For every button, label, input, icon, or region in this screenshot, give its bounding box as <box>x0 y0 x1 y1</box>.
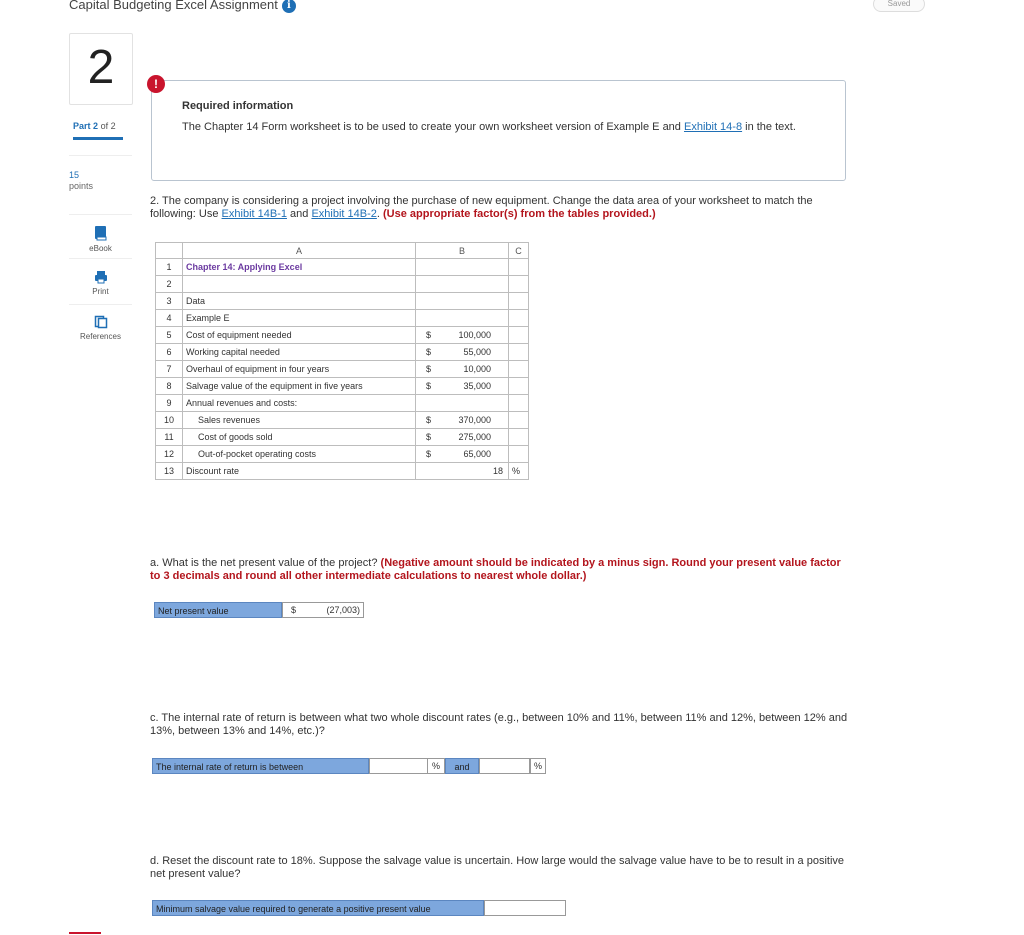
cell-b <box>416 446 509 463</box>
ebook-button[interactable] <box>69 225 132 253</box>
part-total: of 2 <box>100 121 116 131</box>
row-number: 1 <box>156 259 183 276</box>
points-value: 15 <box>69 170 80 180</box>
table-row <box>156 327 529 344</box>
table-row <box>156 344 529 361</box>
required-information-title: Required information <box>182 100 294 112</box>
sidebar-divider <box>69 214 132 215</box>
row-number: 10 <box>156 412 183 429</box>
cell-currency: $ <box>426 432 432 442</box>
row-number: 12 <box>156 446 183 463</box>
cell-b <box>416 344 509 361</box>
required-text-before: The Chapter 14 Form worksheet is to be used to create your own worksheet version of Example E and <box>182 121 684 133</box>
cell-currency: $ <box>426 364 432 374</box>
npv-value: (27,003) <box>326 605 360 615</box>
cell-b <box>416 293 509 310</box>
cell-b <box>416 412 509 429</box>
row-number: 11 <box>156 429 183 446</box>
cell-c: % <box>509 463 529 480</box>
cell-value: 275,000 <box>458 432 491 442</box>
cell-currency: $ <box>426 449 432 459</box>
points-indicator <box>69 170 93 192</box>
cell-b <box>416 310 509 327</box>
cell-value: 370,000 <box>458 415 491 425</box>
exhibit-14b-2-link[interactable]: Exhibit 14B-2 <box>311 208 377 220</box>
cell-a: Salvage value of the equipment in five years <box>183 378 416 395</box>
cell-a <box>183 446 416 463</box>
table-row <box>156 395 529 412</box>
print-label: Print <box>92 287 109 296</box>
npv-input[interactable] <box>282 602 364 618</box>
row-number: 3 <box>156 293 183 310</box>
cell-currency: $ <box>426 347 432 357</box>
alert-icon: ! <box>147 75 165 93</box>
row-number: 6 <box>156 344 183 361</box>
references-icon <box>94 315 108 329</box>
cell-c <box>509 429 529 446</box>
column-header-c: C <box>509 243 529 259</box>
ebook-icon <box>94 225 108 241</box>
cell-b <box>416 259 509 276</box>
cell-c <box>509 378 529 395</box>
row-number: 4 <box>156 310 183 327</box>
cell-a: Overhaul of equipment in four years <box>183 361 416 378</box>
irr-and-label: and <box>445 758 479 774</box>
irr-upper-percent: % <box>530 758 546 774</box>
question-a-text <box>150 557 850 583</box>
cell-b <box>416 361 509 378</box>
cell-a: Annual revenues and costs: <box>183 395 416 412</box>
corner-cell <box>156 243 183 259</box>
part-current: 2 <box>93 121 99 131</box>
cell-currency: $ <box>426 381 432 391</box>
cell-b <box>416 463 509 480</box>
required-text-after: in the text. <box>742 121 796 133</box>
q2-and: and <box>286 208 312 220</box>
question-d-text: d. Reset the discount rate to 18%. Suppose the salvage value is uncertain. How large would the salvage value have to be to result in a positive net present value? <box>150 855 845 880</box>
q2-text: 2. The company is considering a project involving the purchase of new equipment. Change the data area of your worksheet to match the following: Use <box>150 195 813 220</box>
cell-value: 18 <box>492 466 503 476</box>
table-row <box>156 293 529 310</box>
question-c-text: c. The internal rate of return is between what two whole discount rates (e.g., between 10% and 11%, between 11% and 12%, between 12% and 13%, between 13% and 14%, etc.)? <box>150 712 848 737</box>
table-row <box>156 310 529 327</box>
npv-label: Net present value <box>154 602 282 618</box>
column-header-b: B <box>416 243 509 259</box>
table-row <box>156 259 529 276</box>
part-indicator <box>73 121 116 131</box>
required-information-text <box>182 121 822 134</box>
cell-c <box>509 276 529 293</box>
salvage-label: Minimum salvage value required to generate a positive present value <box>152 900 484 916</box>
column-header-row <box>156 243 529 259</box>
worksheet-table <box>155 242 529 480</box>
table-row <box>156 463 529 480</box>
cell-value: 10,000 <box>463 364 491 374</box>
table-row <box>156 276 529 293</box>
assignment-title <box>69 0 296 13</box>
irr-label: The internal rate of return is between <box>152 758 369 774</box>
row-number: 13 <box>156 463 183 480</box>
cell-b <box>416 378 509 395</box>
irr-upper-input[interactable] <box>479 758 530 774</box>
qa-instruction: (Negative amount should be indicated by a minus sign. Round your present value factor to 3 decimals and round all other intermediate calculations to nearest whole dollar.) <box>150 557 841 582</box>
cell-c <box>509 259 529 276</box>
irr-lower-percent: % <box>428 758 445 774</box>
sidebar-divider <box>69 155 132 156</box>
cell-b <box>416 395 509 412</box>
cell-a: Discount rate <box>183 463 416 480</box>
npv-currency: $ <box>291 605 297 615</box>
table-row <box>156 378 529 395</box>
cell-c <box>509 361 529 378</box>
bottom-indicator <box>69 932 101 934</box>
cell-b <box>416 429 509 446</box>
row-number: 2 <box>156 276 183 293</box>
ebook-label: eBook <box>89 244 112 253</box>
cell-c <box>509 395 529 412</box>
cell-currency: $ <box>426 330 432 340</box>
cell-a: Chapter 14: Applying Excel <box>183 259 416 276</box>
cell-value: 55,000 <box>463 347 491 357</box>
cell-a: Data <box>183 293 416 310</box>
cell-c <box>509 412 529 429</box>
cell-a <box>183 412 416 429</box>
print-button[interactable] <box>69 270 132 296</box>
saved-status-badge: Saved <box>873 0 925 12</box>
cell-b <box>416 276 509 293</box>
cell-c <box>509 446 529 463</box>
exhibit-14-8-link[interactable]: Exhibit 14-8 <box>683 121 743 133</box>
cell-value: 65,000 <box>463 449 491 459</box>
q2-instruction: (Use appropriate factor(s) from the tables provided.) <box>383 208 656 220</box>
cell-a-text: Sales revenues <box>198 415 261 425</box>
cell-a-text: Cost of goods sold <box>198 432 273 442</box>
row-number: 7 <box>156 361 183 378</box>
assignment-title-text: Capital Budgeting Excel Assignment <box>69 0 278 12</box>
question-number: 2 <box>69 33 133 105</box>
cell-value: 35,000 <box>463 381 491 391</box>
cell-c <box>509 293 529 310</box>
cell-a: Working capital needed <box>183 344 416 361</box>
column-header-a: A <box>183 243 416 259</box>
references-button[interactable] <box>69 315 132 341</box>
part-progress-bar <box>73 137 123 140</box>
cell-currency: $ <box>426 415 432 425</box>
table-row <box>156 446 529 463</box>
info-icon[interactable]: i <box>282 0 296 13</box>
salvage-input[interactable] <box>484 900 566 916</box>
sidebar-divider <box>69 258 132 259</box>
cell-a-text: Out-of-pocket operating costs <box>198 449 317 459</box>
cell-a <box>183 429 416 446</box>
irr-lower-input[interactable] <box>369 758 428 774</box>
row-number: 9 <box>156 395 183 412</box>
cell-c <box>509 310 529 327</box>
exhibit-14b-1-link[interactable]: Exhibit 14B-1 <box>221 208 287 220</box>
row-number: 5 <box>156 327 183 344</box>
cell-a: Example E <box>183 310 416 327</box>
references-label: References <box>80 332 121 341</box>
table-row <box>156 412 529 429</box>
table-row <box>156 361 529 378</box>
part-prefix: Part <box>73 121 91 131</box>
cell-a <box>183 276 416 293</box>
cell-value: 100,000 <box>458 330 491 340</box>
cell-c <box>509 327 529 344</box>
cell-c <box>509 344 529 361</box>
row-number: 8 <box>156 378 183 395</box>
sidebar-divider <box>69 304 132 305</box>
qa-text: a. What is the net present value of the project? <box>150 557 381 569</box>
question-2-text <box>150 195 850 221</box>
printer-icon <box>94 270 108 284</box>
cell-b <box>416 327 509 344</box>
points-label: points <box>69 181 94 191</box>
table-row <box>156 429 529 446</box>
cell-a: Cost of equipment needed <box>183 327 416 344</box>
q2-dot: . <box>376 208 384 220</box>
